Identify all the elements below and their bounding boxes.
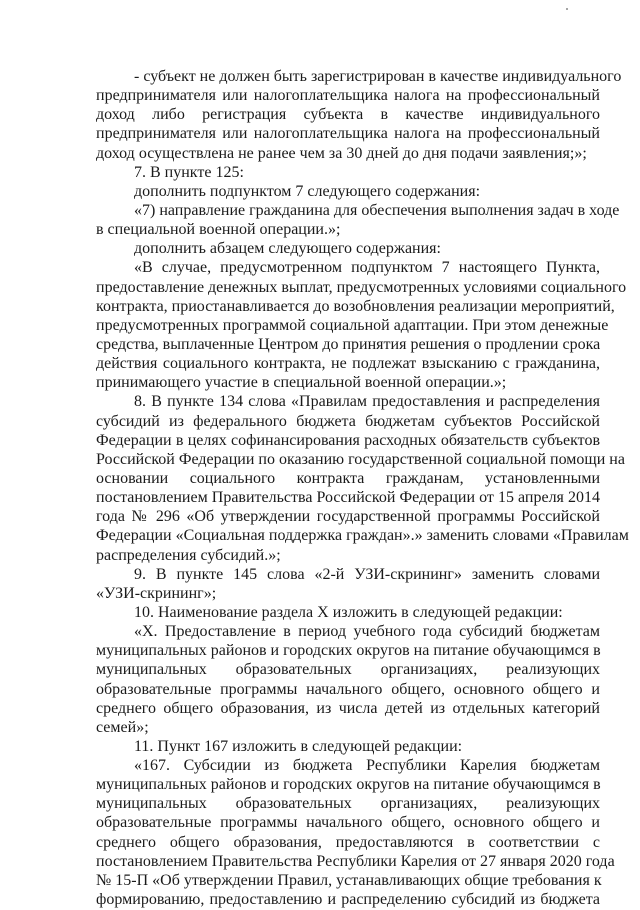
text-line: 11. Пункт 167 изложить в следующей редакции: [134, 737, 463, 755]
text-line: «7) направление гражданина для обеспечения выполнения задач в ходе [134, 201, 620, 219]
text-line: предпринимателя или налогоплательщика налога на профессиональный [96, 125, 600, 143]
text-line: действия социального контракта, не подлежат взысканию с гражданина, [96, 355, 600, 373]
text-line: постановлением Правительства Республики Карелия от 27 января 2020 года [96, 852, 615, 870]
text-line: постановлением Правительства Российской Федерации от 15 апреля 2014 [96, 489, 600, 507]
text-line: 10. Наименование раздела X изложить в следующей редакции: [134, 603, 563, 621]
text-line: муниципальных образовательных организациях, реализующих [96, 795, 600, 813]
text-line: 8. В пункте 134 слова «Правилам предоставления и распределения [134, 393, 600, 411]
scan-speck [566, 8, 568, 10]
text-line: «X. Предоставление в период учебного года субсидий бюджетам [134, 623, 600, 641]
text-line: дополнить подпунктом 7 следующего содержания: [134, 182, 481, 200]
text-line: распределения субсидий.»; [96, 546, 281, 564]
text-line: предпринимателя или налогоплательщика налога на профессиональный [96, 87, 600, 105]
text-line: среднего общего образования, из числа детей из отдельных категорий [96, 699, 600, 717]
text-line: муниципальных районов и городских округов на питание обучающимся в [96, 642, 601, 660]
text-line: основании социального контракта гражданам, установленными [96, 469, 600, 487]
text-line: образовательные программы начального общего, основного общего и [96, 814, 600, 832]
text-line: средства, выплаченные Центром до принятия решения о продлении срока [96, 335, 601, 353]
text-line: доход осуществлена не ранее чем за 30 дней до дня подачи заявления;»; [96, 144, 587, 162]
text-line: года № 296 «Об утверждении государственной программы Российской [96, 508, 600, 526]
text-line: Федерации «Социальная поддержка граждан».» заменить словами «Правилам [96, 527, 629, 545]
text-line: муниципальных районов и городских округов на питание обучающимся в [96, 776, 601, 794]
document-page [96, 68, 629, 910]
text-line: предусмотренных программой социальной адаптации. При этом денежные [96, 316, 609, 334]
text-line: семей»; [96, 718, 149, 736]
text-line: 9. В пункте 145 слова «2-й УЗИ-скрининг» заменить словами [134, 565, 600, 583]
text-line: «167. Субсидии из бюджета Республики Карелия бюджетам [134, 757, 600, 775]
text-line: среднего общего образования, предоставляются в соответствии с [96, 833, 600, 851]
text-line: формированию, предоставлению и распределению субсидий из бюджета [96, 891, 600, 909]
text-line: контракта, приостанавливается до возобновления реализации мероприятий, [96, 297, 615, 315]
text-line: «УЗИ-скрининг»; [96, 584, 217, 602]
text-line: предоставление денежных выплат, предусмотренных условиями социального [96, 278, 627, 296]
text-line: «В случае, предусмотренном подпунктом 7 настоящего Пункта, [134, 259, 600, 277]
text-line: Федерации в целях софинансирования расходных обязательств субъектов [96, 431, 600, 449]
text-line: Российской Федерации по оказанию государственной социальной помощи на [96, 450, 625, 468]
text-line: № 15-П «Об утверждении Правил, устанавливающих общие требования к [96, 871, 602, 889]
text-line: дополнить абзацем следующего содержания: [134, 240, 441, 258]
text-line: - субъект не должен быть зарегистрирован в качестве индивидуального [134, 68, 622, 85]
text-line: муниципальных образовательных организациях, реализующих [96, 661, 600, 679]
text-line: субсидий из федерального бюджета бюджетам субъектов Российской [96, 412, 600, 430]
text-line: образовательные программы начального общего, основного общего и [96, 680, 600, 698]
text-line: 7. В пункте 125: [134, 163, 244, 181]
text-line: в специальной военной операции.»; [96, 221, 341, 239]
text-line: принимающего участие в специальной военной операции.»; [96, 374, 507, 392]
text-line: доход либо регистрация субъекта в качестве индивидуального [96, 106, 600, 124]
